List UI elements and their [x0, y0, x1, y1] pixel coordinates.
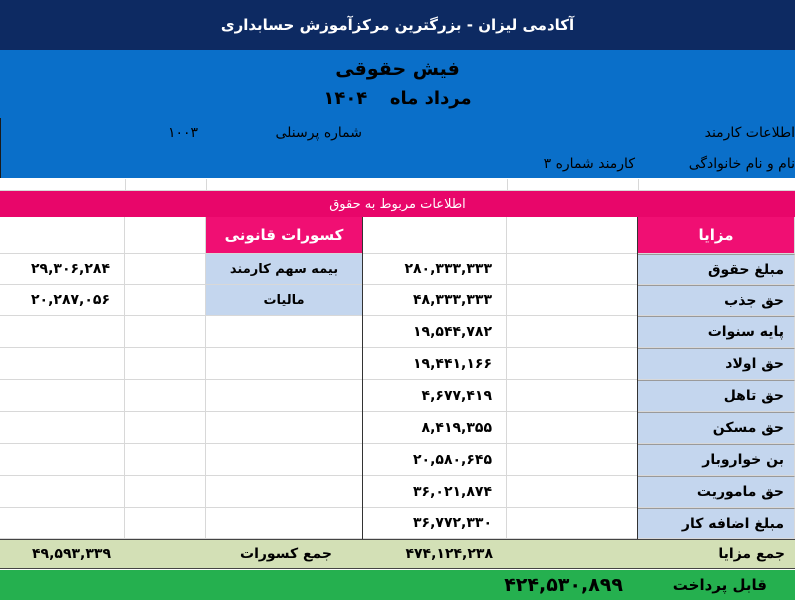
salary-table	[0, 217, 795, 539]
period-month: مرداد ماه	[389, 88, 472, 109]
grid-cell	[206, 380, 363, 412]
grid-cell	[0, 476, 125, 508]
grid-cell	[206, 444, 363, 476]
benefit-label: حق مسکن	[638, 412, 795, 444]
deductions-total-value: ۴۹,۵۹۳,۳۳۹	[32, 546, 111, 562]
grid-cell	[125, 476, 206, 508]
benefit-label: مبلغ حقوق	[638, 254, 795, 285]
grid-line	[507, 179, 508, 191]
benefit-amount: ۱۹,۴۴۱,۱۶۶	[363, 348, 507, 380]
grid-cell	[206, 508, 363, 539]
grid-cell	[125, 412, 206, 444]
spacer-row	[0, 179, 795, 191]
payslip-period	[0, 88, 795, 109]
personnel-number-value: ۱۰۰۳	[168, 125, 199, 141]
benefit-amount: ۸,۴۱۹,۳۵۵	[363, 412, 507, 444]
grid-cell	[0, 380, 125, 412]
grid-cell	[125, 348, 206, 380]
grid-cell	[0, 348, 125, 380]
grid-cell	[507, 508, 638, 539]
deduction-label: بیمه سهم کارمند	[206, 254, 363, 285]
grid-cell	[206, 476, 363, 508]
benefit-amount: ۳۶,۷۷۲,۳۳۰	[363, 508, 507, 539]
grid-line	[638, 179, 639, 191]
benefit-amount: ۴,۶۷۷,۴۱۹	[363, 380, 507, 412]
benefit-amount: ۲۸۰,۳۳۳,۳۳۳	[363, 254, 507, 285]
grid-cell	[0, 316, 125, 348]
totals-row	[0, 539, 795, 569]
benefit-label: بن خواروبار	[638, 444, 795, 476]
benefits-header: مزایا	[638, 217, 795, 254]
salary-section-label: اطلاعات مربوط به حقوق	[329, 196, 466, 212]
payslip-title: فیش حقوقی	[335, 58, 460, 80]
grid-line	[206, 179, 207, 191]
benefit-label: حق اولاد	[638, 348, 795, 380]
header-left-border	[0, 118, 1, 178]
benefit-label: حق ماموریت	[638, 476, 795, 508]
benefit-amount: ۳۶,۰۲۱,۸۷۴	[363, 476, 507, 508]
employee-name-value: کارمند شماره ۳	[543, 156, 635, 172]
grid-cell	[507, 285, 638, 316]
benefit-amount: ۴۸,۳۳۳,۳۳۳	[363, 285, 507, 316]
header-cell	[507, 217, 638, 254]
deductions-header: کسورات قانونی	[206, 217, 363, 254]
net-pay-value: ۴۲۴,۵۳۰,۸۹۹	[504, 574, 623, 596]
grid-cell	[507, 348, 638, 380]
academy-banner	[0, 0, 795, 50]
deductions-total-label: جمع کسورات	[240, 546, 333, 562]
grid-cell	[206, 316, 363, 348]
column-divider	[637, 217, 638, 539]
grid-cell	[125, 508, 206, 539]
grid-cell	[507, 254, 638, 285]
benefits-total-value: ۴۷۴,۱۲۴,۲۳۸	[405, 546, 493, 562]
deduction-amount: ۲۰,۲۸۷,۰۵۶	[0, 285, 125, 316]
grid-cell	[125, 380, 206, 412]
benefit-label: پایه سنوات	[638, 316, 795, 348]
deduction-label: مالیات	[206, 285, 363, 316]
deduction-amount: ۲۹,۳۰۶,۲۸۴	[0, 254, 125, 285]
salary-section-bar	[0, 191, 795, 217]
grid-line	[125, 179, 126, 191]
header-cell	[363, 217, 507, 254]
grid-cell	[0, 444, 125, 476]
grid-cell	[507, 380, 638, 412]
benefit-amount: ۲۰,۵۸۰,۶۴۵	[363, 444, 507, 476]
benefit-label: حق تاهل	[638, 380, 795, 412]
grid-cell	[125, 254, 206, 285]
employee-info-label: اطلاعات کارمند	[704, 125, 795, 141]
header-cell	[0, 217, 125, 254]
net-pay-row	[0, 570, 795, 600]
grid-cell	[125, 444, 206, 476]
grid-cell	[125, 285, 206, 316]
grid-cell	[206, 412, 363, 444]
employee-name-label: نام و نام خانوادگی	[688, 156, 795, 172]
period-year: ۱۴۰۴	[323, 88, 368, 109]
grid-cell	[0, 412, 125, 444]
column-divider	[362, 217, 363, 539]
grid-cell	[507, 476, 638, 508]
grid-cell	[507, 412, 638, 444]
header-cell	[125, 217, 206, 254]
benefit-label: مبلغ اضافه کار	[638, 508, 795, 539]
academy-title: آکادمی لیزان - بزرگترین مرکزآموزش حسابداری	[220, 16, 575, 34]
grid-cell	[206, 348, 363, 380]
grid-cell	[507, 444, 638, 476]
benefits-total-label: جمع مزایا	[718, 546, 785, 562]
personnel-number-label: شماره پرسنلی	[275, 125, 362, 141]
grid-cell	[507, 316, 638, 348]
benefit-amount: ۱۹,۵۴۴,۷۸۲	[363, 316, 507, 348]
benefit-label: حق جذب	[638, 285, 795, 316]
grid-cell	[125, 316, 206, 348]
grid-cell	[0, 508, 125, 539]
net-pay-label: قابل پرداخت	[672, 576, 767, 594]
